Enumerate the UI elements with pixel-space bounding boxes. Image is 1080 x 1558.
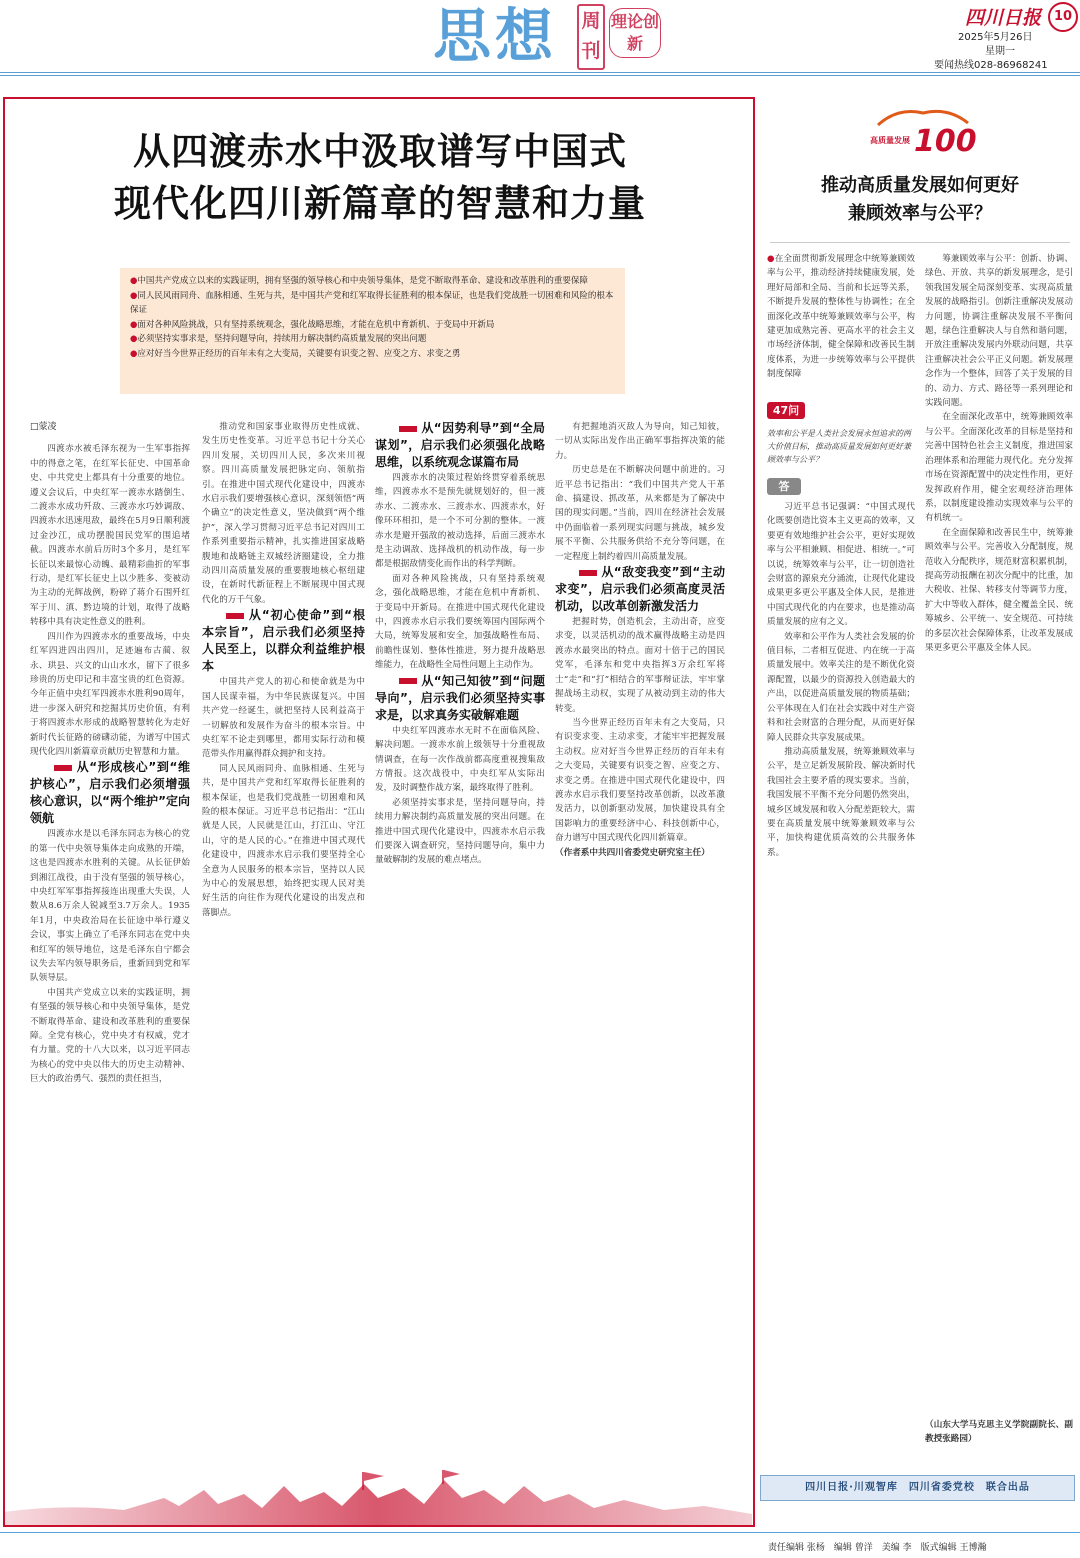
publication-date: 2025年5月26日	[958, 32, 1033, 43]
footer-divider	[0, 1532, 1080, 1533]
paragraph: 筹兼顾效率与公平：创新、协调、绿色、开放、共享的新发展理念，是引领我国发展全局深刻变革、实现高质量发展的战略指引。创新注重解决发展动力问题，协调注重解决发展不平衡问题，绿色注重解决人与自然和谐问题，开放注重解决发展内外联动问题，共享注重解决社会公平正义问题。新发展理念作为一个整体，回答了关于发展的目的、动力、方式、路径等一系列理论和实践问题。	[925, 254, 1073, 409]
weekday: 星期一	[985, 46, 1015, 57]
paragraph: 推动党和国家事业取得历史性成就、发生历史性变革。习近平总书记十分关心四川发展，关切四川人民，多次来川视察。四川高质量发展把脉定向、领航指引。在推进中国式现代化建设中，四渡赤水启示我们要增强核心意识，深刻领悟“两个确立”的决定性意义，坚决做到“两个维护”，深入学习贯彻习近平总书记对四川工作系列重要指示精神，扎实推进国家战略腹地和战略链主双城经济圈建设，全力推动四川高质量发展的重要腹地核心枢纽建设，在新时代新征程上不断展现中国式现代化的万千气象。	[202, 422, 365, 605]
newspaper-logo: 四川日报	[965, 7, 1042, 29]
paragraph: 四渡赤水是以毛泽东同志为核心的党的第一代中央领导集体走向成熟的开端，这也是四渡赤水胜利的关键。从长征伊始到湘江战役，由于没有坚强的领导核心，中央红军军事指挥接连出现重大失误，人数从8.6万余人锐减至3.7万余人。1935年1月，中央政治局在长征途中举行遵义会议，事实上确立了毛泽东同志在党中央和红军的领导地位，这是毛泽东自宁都会议失去军内领导职务后，重新回到党和军队领导层。	[30, 829, 190, 984]
paragraph: 中国共产党成立以来的实践证明，拥有坚强的领导核心和中央领导集体，是党不断取得革命、建设和改革胜利的重要保障。全党有核心，党中央才有权威，党才有力量。党的十八大以来，以习近平同志为核心的党中央以伟大的历史主动精神、巨大的政治勇气、强烈的责任担当，	[30, 987, 190, 1085]
summary-item: ●必须坚持实事求是，坚持问题导向，持续用力解决制约高质量发展的突出问题	[130, 334, 427, 345]
right-title-line-1: 推动高质量发展如何更好	[821, 175, 1019, 196]
paragraph: 面对各种风险挑战，只有坚持系统观念，强化战略思维，才能在危机中育新机、于变局中开新局。在推进中国式现代化建设中，四渡赤水启示我们要统筹国内国际两个大局，统筹发展和安全，加强战略性布局、前瞻性谋划、整体性推进，努力提升战略思维能力，在战略性全局性问题上主动作为。	[375, 573, 545, 671]
summary-item: ●中国共产党成立以来的实践证明，拥有坚强的领导核心和中央领导集体，是党不断取得革命、建设和改革胜利的重要保障	[130, 276, 588, 286]
article-column-2	[202, 420, 365, 1460]
subheading-4: 从“知己知彼”到“问题导向”，启示我们必须坚持实事求是，以求真务实破解难题	[375, 673, 545, 722]
answer-badge: 答	[767, 478, 801, 495]
headline-line-2: 现代化四川新篇章的智慧和力量	[114, 182, 646, 225]
summary-item: ●同人民风雨同舟、血脉相通、生死与共，是中国共产党和红军取得长征胜利的根本保证，也是我们党战胜一切困难和风险的根本保证	[130, 290, 614, 316]
subheading-5: 从“敌变我变”到“主动求变”，启示我们必须高度灵活机动，以改革创新激发活力	[555, 565, 725, 614]
hundred-questions-badge-icon	[868, 103, 978, 159]
co-production-banner: 四川日报·川观智库 四川省委党校 联合出品	[760, 1475, 1075, 1501]
article-headline	[30, 126, 730, 230]
article-author: □蒙凌	[30, 422, 57, 432]
paragraph: 有把握地消灭敌人为导向，知己知彼，一切从实际出发作出正确军事指挥决策的能力。	[555, 422, 725, 461]
right-title-line-2: 兼顾效率与公平？	[848, 203, 992, 224]
paragraph: 中国共产党人的初心和使命就是为中国人民谋幸福，为中华民族谋复兴。中国共产党一经诞生，就把坚持人民利益高于一切解放和发展作为奋斗的根本宗旨。中央红军不论走到哪里，都用实际行动和模范带头作用赢得群众拥护和支持。	[202, 677, 365, 760]
editor-credits: 责任编辑 张杨 编辑 曾洋 美编 李 版式编辑 王博瀚	[768, 1543, 987, 1553]
right-article-title	[780, 172, 1060, 228]
paragraph: 习近平总书记强调：“中国式现代化既要创造比资本主义更高的效率，又要更有效地维护社会公平，更好实现效率与公平相兼顾、相促进、相统一。”可以说，统筹效率与公平，让一切创造社会财富的源泉充分涌流，让现代化建设成果更多更公平惠及全体人民，是推进中国式现代化的内在要求，也是推动高质量发展的应有之义。	[767, 502, 915, 628]
intro-text: ●在全面贯彻新发展理念中统筹兼顾效率与公平，推动经济持续健康发展，处理好局部和全局、当前和长远等关系，不断提升发展的整体性与协调性；在全面深化改革中统筹兼顾效率与公平，构建更加成熟完善、更高水平的社会主义市场经济体制，健全保障和改善民生制度体系，为进一步统筹效率与公平提供制度保障	[767, 254, 915, 380]
paragraph: 中央红军四渡赤水无时不在面临风险、解决问题。一渡赤水前上级领导十分重视敌情调查，在每一次作战前都高度重视搜集敌方情报。这次战役中，中央红军从实际出发，及时调整作战方案，最终取得了胜利。	[375, 725, 545, 794]
paragraph: 四川作为四渡赤水的重要战场，中央红军四进四出四川，足迹遍布古蔺、叙永、珙县、兴文的山山水水，留下了很多珍贵的历史印记和丰富宝贵的红色资源。今年正值中央红军四渡赤水胜利90周年，进一步深入研究和挖掘其历史价值，有利于将四渡赤水形成的战略智慧转化为走好新时代长征路的磅礴动能，为谱写中国式现代化四川新篇章贡献历史智慧和力量。	[30, 631, 190, 757]
paragraph: 在全面深化改革中，统筹兼顾效率与公平。全面深化改革的目标是坚持和完善中国特色社会主义制度，推进国家治理体系和治理能力现代化。充分发挥市场在资源配置中的决定性作用，更好发挥政府作用，健全宏观经济治理体系，以制度建设推动实现效率与公平的有机统一。	[925, 412, 1073, 524]
page-number: 10	[1048, 2, 1078, 32]
paragraph: 四渡赤水的决策过程始终贯穿着系统思维，四渡赤水不是预先就规划好的，但一渡赤水、二渡赤水、三渡赤水、四渡赤水，好像环环相扣，是一个不可分割的整体。一渡赤水是避开强敌的被动选择，后面三渡赤水是主动调敌、选择战机的机动作战，每一步都是根据敌情变化而作出的科学判断。	[375, 473, 545, 570]
paragraph: 效率和公平作为人类社会发展的价值目标，二者相互促进、内在统一于高质量发展中。效率关注的是不断优化资源配置，以最少的资源投入创造最大的产出，以促进高质量发展的物质基础；公平体现在人们在社会实践中对生产资料和社会财富的合理分配，从而更好保障人民群众共享发展成果。	[767, 631, 915, 743]
right-divider	[770, 242, 1070, 243]
svg-text:高质量发展: 高质量发展	[870, 136, 910, 145]
right-column-1	[767, 500, 915, 1460]
paragraph: 在全面保障和改善民生中，统筹兼顾效率与公平。完善收入分配制度，规范收入分配秩序，规范财富积累机制，提高劳动报酬在初次分配中的比重，加大税收、社保、转移支付等调节力度，扩大中等收入群体，健全覆盖全民、统筹城乡、公平统一、安全规范、可持续的多层次社会保障体系，让改革发展成果更多更公平惠及全体人民。	[925, 527, 1073, 653]
author-note: （作者系中共四川省委党史研究室主任）	[555, 847, 710, 858]
summary-item: ●面对各种风险挑战，只有坚持系统观念，强化战略思维，才能在危机中育新机、于变局中开新局	[130, 319, 495, 330]
right-byline-wrap	[925, 1418, 1073, 1458]
summary-box	[120, 268, 625, 394]
section-title: 思想	[433, 2, 558, 70]
paragraph: 四渡赤水被毛泽东视为一生军事指挥中的得意之笔，在红军长征史、中国革命史、中共党史上都具有十分重要的地位。遵义会议后，中央红军一渡赤水踏倒生、二渡赤水成功歼敌、三渡赤水巧妙调敌、四渡赤水迅速甩敌，最终在5月9日顺利渡过金沙江，成功摆脱国民党军的围追堵截。四渡赤水前后历时3个多月，是红军长征以来最惊心动魄、最精彩曲折的军事行动，是红军长征史上以少胜多、变被动为主动的光辉战例，粉碎了蒋介石围歼红军于川、滇、黔边境的计划，取得了战略转移中具有决定性意义的胜利。	[30, 444, 190, 628]
right-column-2	[925, 252, 1073, 1412]
headline-line-1: 从四渡赤水中汲取谱写中国式	[133, 130, 627, 173]
question-text: 效率和公平是人类社会发展永恒追求的两大价值目标，推动高质量发展如何更好兼顾效率与公平？	[767, 429, 911, 464]
subheading-1: 从“形成核心”到“维护核心”，启示我们必须增强核心意识，以“两个维护”定向领航	[30, 760, 190, 826]
masthead-divider	[0, 72, 1080, 73]
article-column-4	[555, 420, 725, 1460]
paragraph: 推动高质量发展，统筹兼顾效率与公平，是立足新发展阶段、解决新时代我国社会主要矛盾的现实要求。当前，我国发展不平衡不充分问题仍然突出，城乡区域发展和收入分配差距较大，需要在高质量发展中统筹兼顾效率与公平，加快构建优质高效的公共服务体系。	[767, 746, 915, 858]
paragraph: 同人民风雨同舟、血脉相通、生死与共，是中国共产党和红军取得长征胜利的根本保证，也是我们党战胜一切困难和风险的根本保证。习近平总书记指出：“江山就是人民，人民就是江山，打江山、守江山，守的是人民的心。”在推进中国式现代化建设中，四渡赤水启示我们要坚持全心全意为人民服务的根本宗旨，坚持以人民为中心的发展思想，始终把实现人民对美好生活的向往作为现代化建设的出发点和落脚点。	[202, 763, 365, 918]
article-column-3	[375, 420, 545, 1460]
paragraph: 历史总是在不断解决问题中前进的。习近平总书记指出：“我们中国共产党人干革命、搞建设、抓改革，从来都是为了解决中国的现实问题。”当前，四川在经济社会发展中仍面临着一系列现实问题与挑战，城乡发展不平衡、公共服务供给不充分等问题，在一定程度上制约着四川高质量发展。	[555, 465, 725, 562]
paragraph: 必须坚持实事求是，坚持问题导向，持续用力解决制约高质量发展的突出问题。在推进中国式现代化建设中，四渡赤水启示我们要深入调查研究，坚持问题导向，集中力量破解制约发展的难点堵点。	[375, 797, 545, 866]
subheading-2: 从“初心使命”到“根本宗旨”，启示我们必须坚持人民至上，以群众利益维护根本	[202, 608, 365, 674]
question-number-badge: 47问	[767, 402, 805, 419]
right-intro	[767, 252, 915, 402]
paragraph: 把握时势，创造机会，主动出奇，应变求变，以灵活机动的战术赢得战略主动是四渡赤水最突出的特点。面对十倍于己的国民党军，毛泽东和党中央指挥3万余红军将士“走”和“打”相结合的军事辩证法，牢牢掌握战场主动权，实现了从被动到主动的伟大转变。	[555, 617, 725, 714]
article-column-1	[30, 420, 190, 1460]
weekly-badge: 周刊	[577, 4, 605, 70]
red-army-silhouette-image	[4, 1468, 752, 1526]
paragraph: 当今世界正经历百年未有之大变局，只有识变求变、主动求变，才能牢牢把握发展主动权。应对好当今世界正经历的百年未有之大变局，关键要有识变之智、应变之方、求变之勇。在推进中国式现代化建设中，四渡赤水启示我们要坚持改革创新，以改革激发活力，以创新驱动发展，加快建设具有全国影响力的重要经济中心、科技创新中心，奋力谱写中国式现代化四川新篇章。	[555, 717, 725, 844]
subheading-3: 从“因势利导”到“全局谋划”，启示我们必须强化战略思维，以系统观念谋篇布局	[375, 421, 545, 469]
summary-item: ●应对好当今世界正经历的百年未有之大变局，关键要有识变之智、应变之方、求变之勇	[130, 348, 461, 359]
svg-text:100: 100	[914, 124, 977, 159]
right-author-note: （山东大学马克思主义学院副院长、副教授张路园）	[925, 1420, 1073, 1445]
masthead-divider-2	[0, 75, 1080, 76]
section-subtitle: 理论创新	[609, 8, 661, 58]
news-hotline: 要闻热线028-86968241	[934, 60, 1048, 71]
